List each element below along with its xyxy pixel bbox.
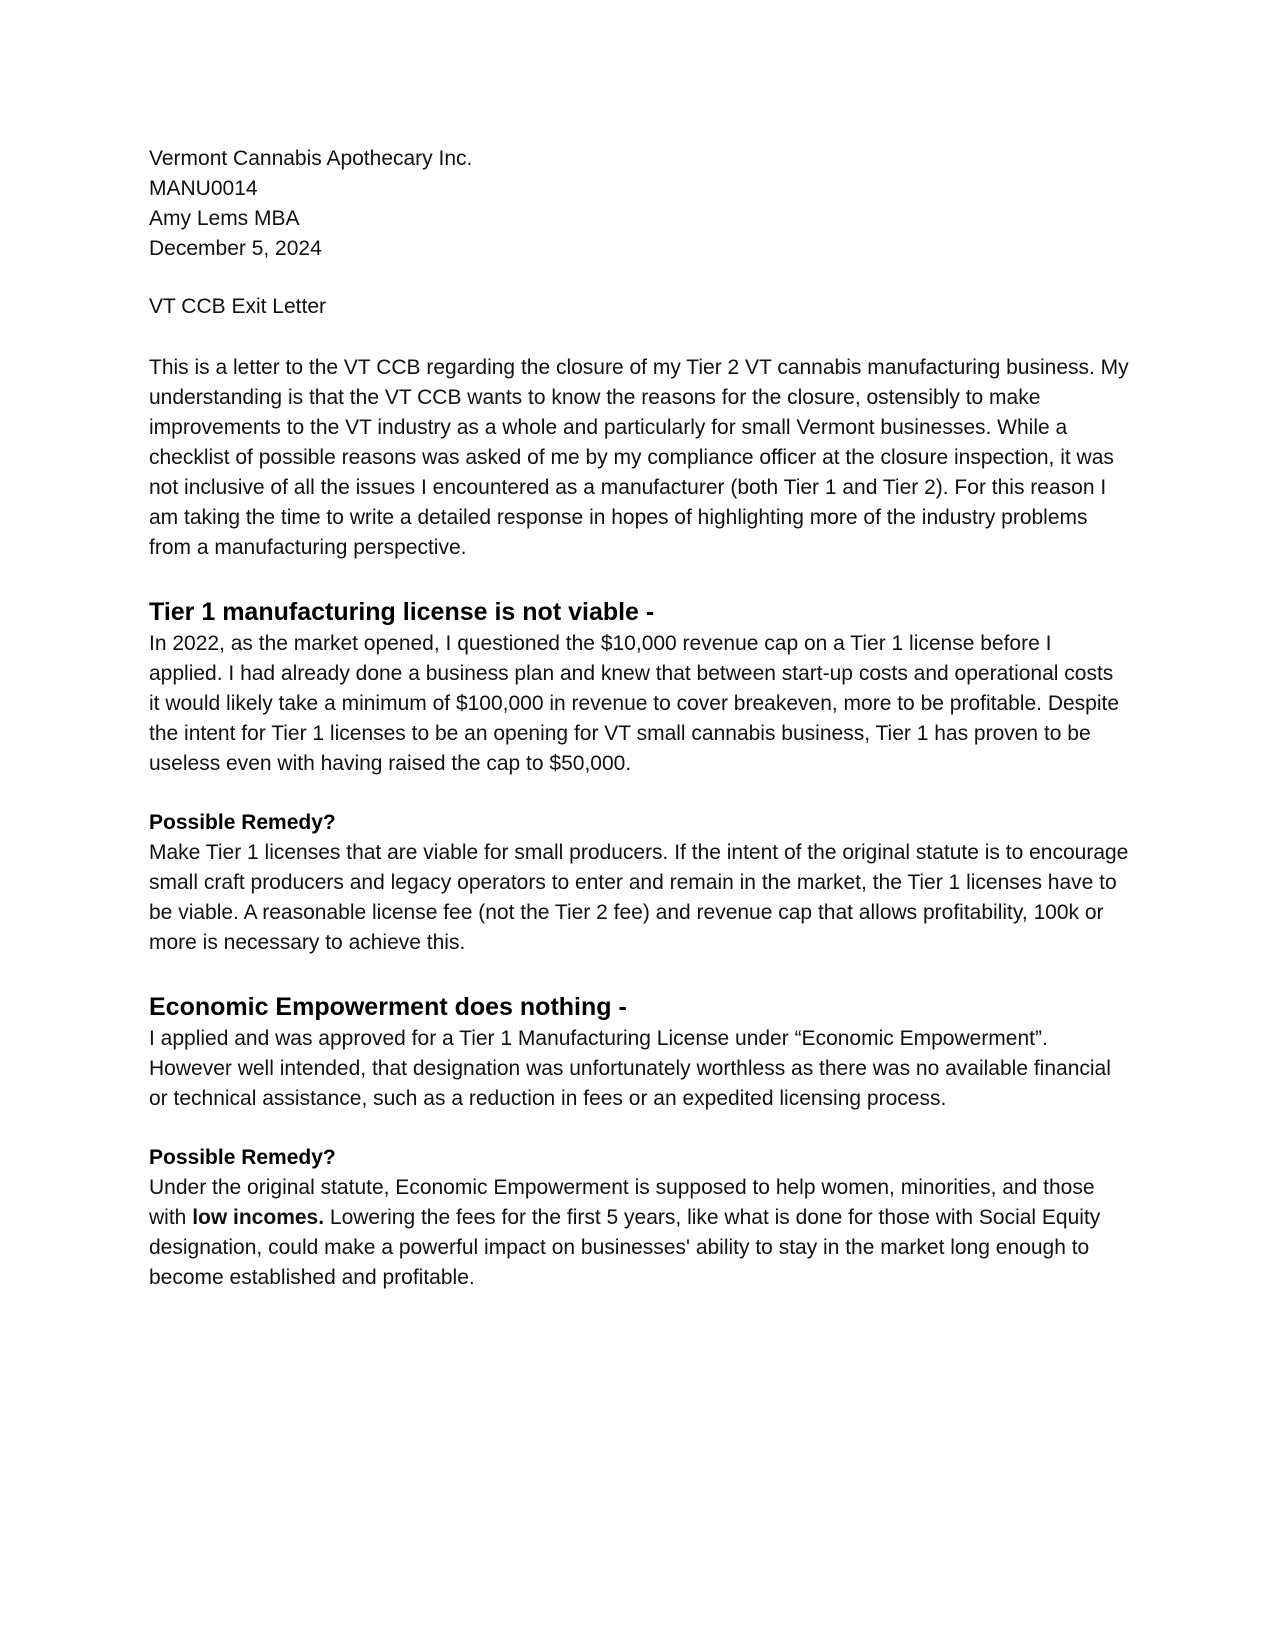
- remedy-text-bold: low incomes.: [192, 1206, 325, 1229]
- remedy-block: [149, 1143, 1129, 1293]
- letter-header: [149, 144, 1129, 264]
- remedy-block: [149, 808, 1129, 958]
- section-economic-empowerment: [149, 990, 1129, 1293]
- license-id: MANU0014: [149, 177, 258, 200]
- section-body: I applied and was approved for a Tier 1 Manufacturing License under “Economic Empowerment”. However well intended, that designation was unfortunately worthless as there was no available financial or technical assistance, such as a reduction in fees or an expedited licensing process.: [149, 1027, 1111, 1110]
- author-name: Amy Lems MBA: [149, 207, 300, 230]
- section-tier1: [149, 595, 1129, 958]
- remedy-text-after: Lowering the fees for the first 5 years, like what is done for those with Social Equity designation, could make a powerful impact on businesses' ability to stay in the market long enough to become established and profitable.: [149, 1206, 1101, 1289]
- remedy-body: Make Tier 1 licenses that are viable for small producers. If the intent of the original statute is to encourage small craft producers and legacy operators to enter and remain in the market, the Tier 1 licenses have to be viable. A reasonable license fee (not the Tier 2 fee) and revenue cap that allows profitability, 100k or more is necessary to achieve this.: [149, 841, 1129, 954]
- letter-subject: VT CCB Exit Letter: [149, 295, 327, 318]
- company-name: Vermont Cannabis Apothecary Inc.: [149, 147, 473, 170]
- remedy-text-before: Under the original statute, Economic Empowerment is supposed to help women, minorities, and those with: [149, 1176, 1095, 1229]
- intro-paragraph: This is a letter to the VT CCB regarding the closure of my Tier 2 VT cannabis manufacturing business. My understanding is that the VT CCB wants to know the reasons for the closure, ostensibly to make improvements to the VT industry as a whole and particularly for small Vermont businesses. While a checklist of possible reasons was asked of me by my compliance officer at the closure inspection, it was not inclusive of all the issues I encountered as a manufacturer (both Tier 1 and Tier 2). For this reason I am taking the time to write a detailed response in hopes of highlighting more of the industry problems from a manufacturing perspective.: [149, 356, 1129, 559]
- remedy-heading: Possible Remedy?: [149, 811, 336, 834]
- letter-page: [149, 144, 1129, 1293]
- remedy-heading: Possible Remedy?: [149, 1146, 336, 1169]
- section-heading: Economic Empowerment does nothing -: [149, 993, 627, 1021]
- letter-date: December 5, 2024: [149, 237, 322, 260]
- remedy-body: [149, 1173, 1129, 1293]
- section-heading: Tier 1 manufacturing license is not viable -: [149, 598, 655, 626]
- section-body: In 2022, as the market opened, I questioned the $10,000 revenue cap on a Tier 1 license before I applied. I had already done a business plan and knew that between start-up costs and operational costs it would likely take a minimum of $100,000 in revenue to cover breakeven, more to be profitable. Despite the intent for Tier 1 licenses to be an opening for VT small cannabis business, Tier 1 has proven to be useless even with having raised the cap to $50,000.: [149, 632, 1120, 775]
